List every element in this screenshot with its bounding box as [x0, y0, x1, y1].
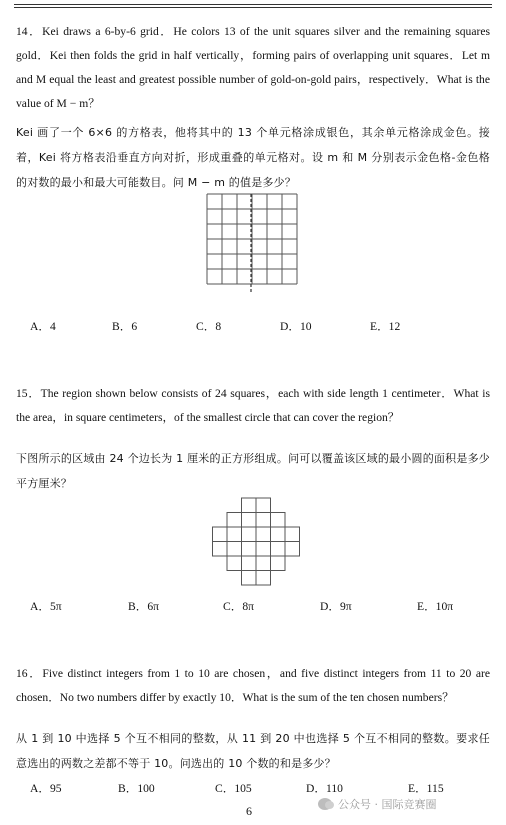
q14-choice-b[interactable]: B．6 [112, 320, 138, 333]
region-square [271, 513, 286, 528]
page-number: 6 [246, 804, 252, 818]
region-square [227, 513, 242, 528]
q16-choice-d[interactable]: D．110 [306, 782, 343, 795]
region-square [242, 498, 257, 513]
q15-choice-b[interactable]: B．6π [128, 600, 159, 613]
region-square [256, 571, 271, 586]
q15-region-figure [206, 496, 306, 588]
q14-choice-c[interactable]: C．8 [196, 320, 222, 333]
region-square [256, 556, 271, 571]
region-square [285, 542, 300, 557]
region-square [256, 498, 271, 513]
region-square [285, 527, 300, 542]
q14-choice-d[interactable]: D．10 [280, 320, 312, 333]
q15-choice-a[interactable]: A．5π [30, 600, 62, 613]
q16-choice-e[interactable]: E．115 [408, 782, 444, 795]
region-square [271, 556, 286, 571]
region-square [256, 527, 271, 542]
wechat-icon [318, 798, 332, 810]
region-square [256, 542, 271, 557]
region-square [227, 542, 242, 557]
q14-grid-figure [203, 192, 303, 294]
region-square [271, 527, 286, 542]
q14-choice-a[interactable]: A．4 [30, 320, 56, 333]
watermark [318, 796, 437, 812]
region-square [227, 556, 242, 571]
q16-choice-c[interactable]: C．105 [215, 782, 252, 795]
header-rule [14, 4, 492, 5]
region-square [242, 556, 257, 571]
q15-choices [30, 598, 490, 618]
q16-chinese-text: 从 1 到 10 中选择 5 个互不相同的整数，从 11 到 20 中也选择 5 个互不相同的整数。要求任意选出的两数之差都不等于 10。问选出的 10 个数的和是多少？ [16, 732, 490, 770]
region-square [242, 513, 257, 528]
q14-choice-e[interactable]: E．12 [370, 320, 401, 333]
q14-english-text: 14．Kei draws a 6-by-6 grid．He colors 13 of the unit squares silver and the remaining squares gold．Kei then folds the grid in half vertically，forming pairs of overlapping unit squares．Let m and M equal the least and greatest possible number of gold-on-gold pairs，respectively．What is the value of M − m？ [16, 25, 490, 110]
watermark-text: 公众号 · 国际竞赛圈 [338, 798, 437, 811]
region-square [242, 527, 257, 542]
q15-choice-c[interactable]: C．8π [223, 600, 254, 613]
region-square [271, 542, 286, 557]
q14-chinese-text: Kei 画了一个 6×6 的方格表，他将其中的 13 个单元格涂成银色，其余单元格涂成金色。接着，Kei 将方格表沿垂直方向对折，形成重叠的单元格对。设 m 和 M 分别表示金色格-金色格的对数的最小和最大可能数目。问 M − m 的值是多少？ [16, 126, 490, 189]
q14-choices [30, 318, 490, 338]
region-square [213, 542, 228, 557]
region-square [242, 571, 257, 586]
region-square [213, 527, 228, 542]
q15-choice-e[interactable]: E．10π [417, 600, 454, 613]
q15-choice-d[interactable]: D．9π [320, 600, 352, 613]
q15-english-text: 15．The region shown below consists of 24 squares，each with side length 1 centimeter．What is the area，in square centimeters，of the smallest circle that can cover the region？ [16, 387, 490, 424]
q16-choice-b[interactable]: B．100 [118, 782, 155, 795]
q16-choice-a[interactable]: A．95 [30, 782, 62, 795]
q16-english-text: 16．Five distinct integers from 1 to 10 are chosen，and five distinct integers from 11 to 20 are chosen．No two numbers differ by exactly 10．What is the sum of the ten chosen numbers？ [16, 667, 490, 704]
q15-chinese-text: 下图所示的区域由 24 个边长为 1 厘米的正方形组成。问可以覆盖该区域的最小圆的面积是多少平方厘米？ [16, 452, 490, 490]
region-square [256, 513, 271, 528]
region-square [227, 527, 242, 542]
header-rule-double [14, 7, 492, 8]
region-square [242, 542, 257, 557]
